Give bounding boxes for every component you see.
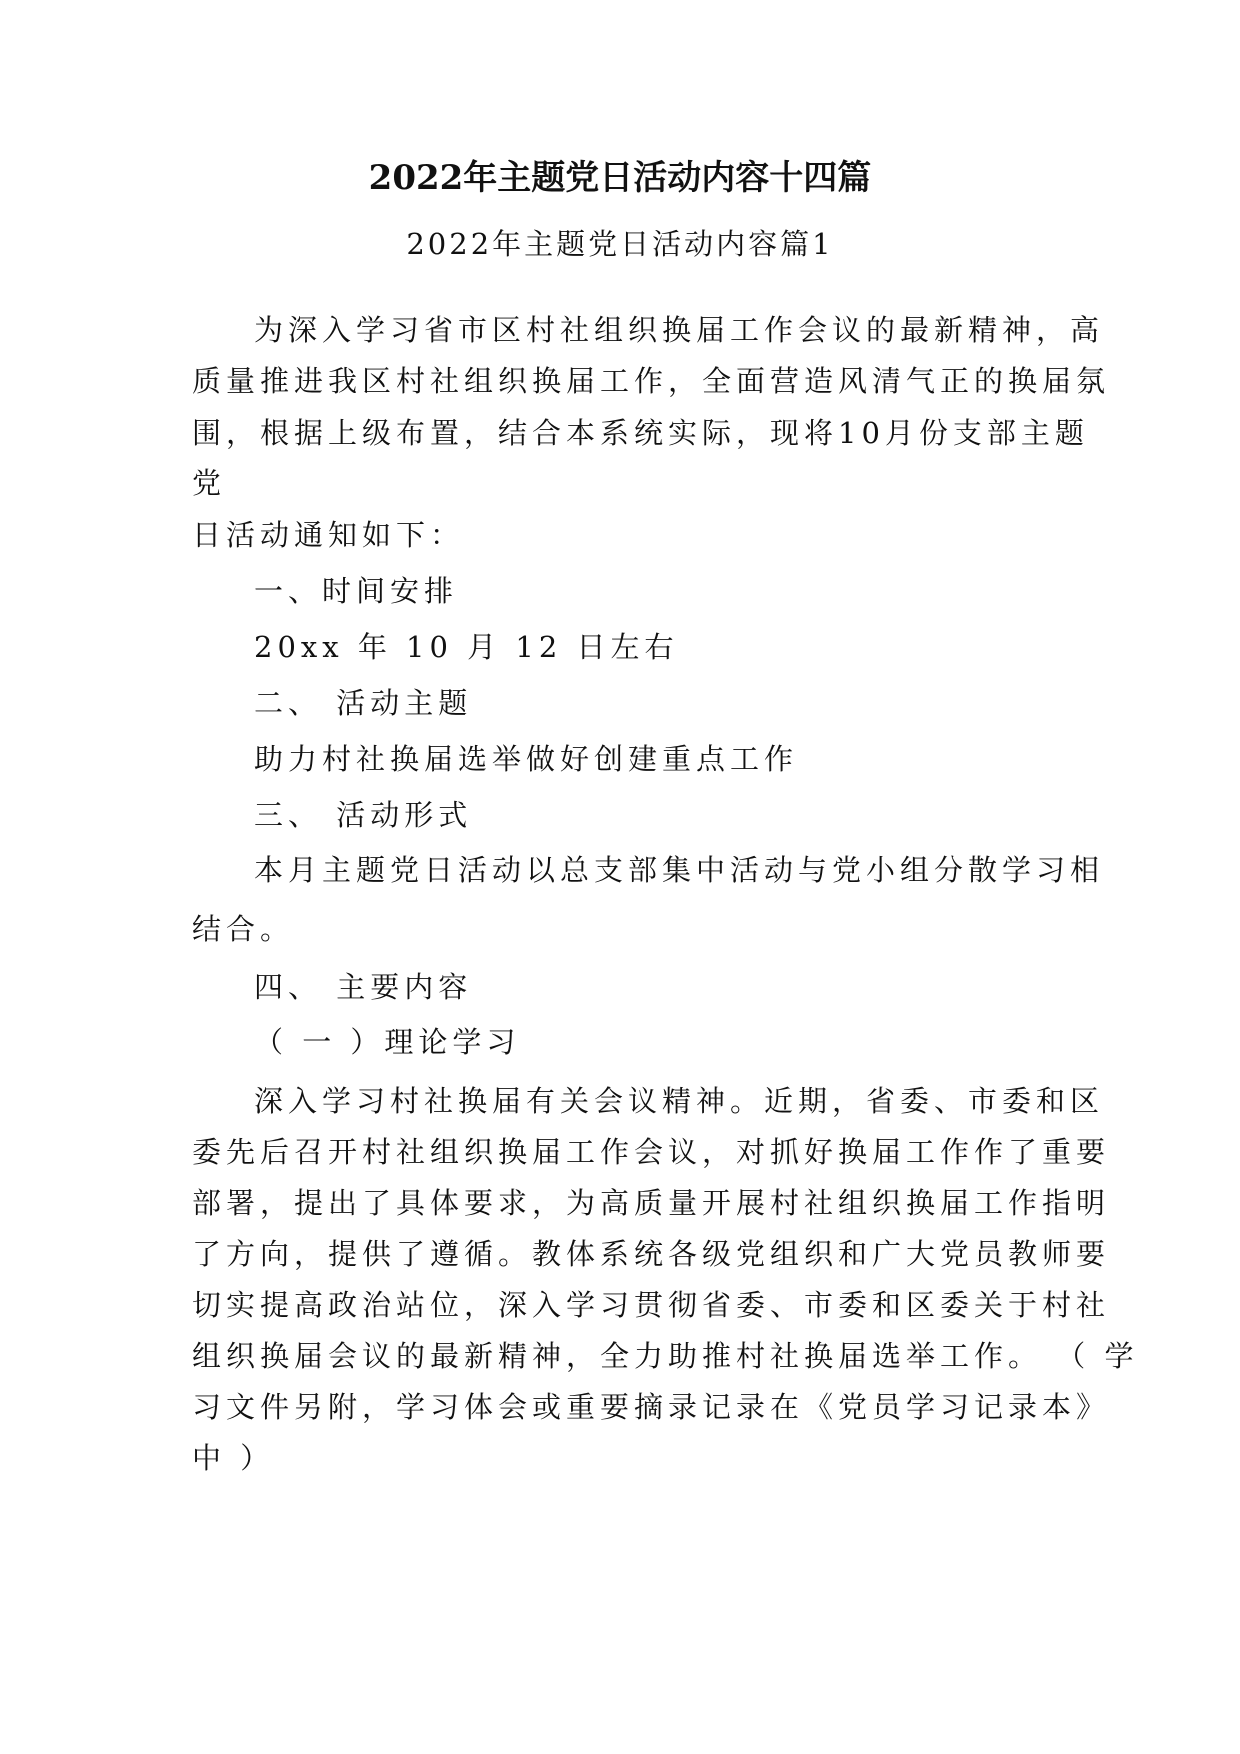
paragraph-line: 20xx 年 10 月 12 日左右 xyxy=(254,630,679,664)
paragraph-line: 质量推进我区村社组织换届工作，全面营造风清气正的换届氛 xyxy=(192,364,1111,398)
document-subtitle: 2022年主题党日活动内容篇1 xyxy=(406,227,834,261)
paragraph-line: 本月主题党日活动以总支部集中活动与党小组分散学习相 xyxy=(254,853,1105,887)
section-heading: 四、 主要内容 xyxy=(254,970,473,1004)
paragraph-line: 为深入学习省市区村社组织换届工作会议的最新精神，高 xyxy=(254,313,1105,347)
document-title: 2022年主题党日活动内容十四篇 xyxy=(368,158,872,198)
paragraph-line: 组织换届会议的最新精神，全力助推村社换届选举工作。 （ 学 xyxy=(192,1339,1139,1373)
section-heading: 二、 活动主题 xyxy=(254,686,473,720)
section-heading: 三、 活动形式 xyxy=(254,798,473,832)
subsection-heading: （ 一 ）理论学习 xyxy=(254,1025,521,1059)
paragraph-line: 结合。 xyxy=(192,912,295,946)
paragraph-line: 习文件另附，学习体会或重要摘录记录在《党员学习记录本》 xyxy=(192,1390,1111,1424)
section-heading: 一、时间安排 xyxy=(254,574,459,608)
paragraph-line: 部署，提出了具体要求，为高质量开展村社组织换届工作指明 xyxy=(192,1186,1111,1220)
paragraph-line: 中 ） xyxy=(192,1441,275,1475)
paragraph-line: 党 xyxy=(192,466,227,500)
paragraph-line: 日活动通知如下： xyxy=(192,518,465,552)
paragraph-line: 了方向，提供了遵循。教体系统各级党组织和广大党员教师要 xyxy=(192,1237,1111,1271)
paragraph-line: 切实提高政治站位，深入学习贯彻省委、市委和区委关于村社 xyxy=(192,1288,1111,1322)
paragraph-line: 助力村社换届选举做好创建重点工作 xyxy=(254,742,799,776)
paragraph-line: 委先后召开村社组织换届工作会议，对抓好换届工作作了重要 xyxy=(192,1135,1111,1169)
paragraph-line: 围，根据上级布置，结合本系统实际，现将10月份支部主题 xyxy=(192,416,1089,450)
paragraph-line: 深入学习村社换届有关会议精神。近期，省委、市委和区 xyxy=(254,1084,1105,1118)
